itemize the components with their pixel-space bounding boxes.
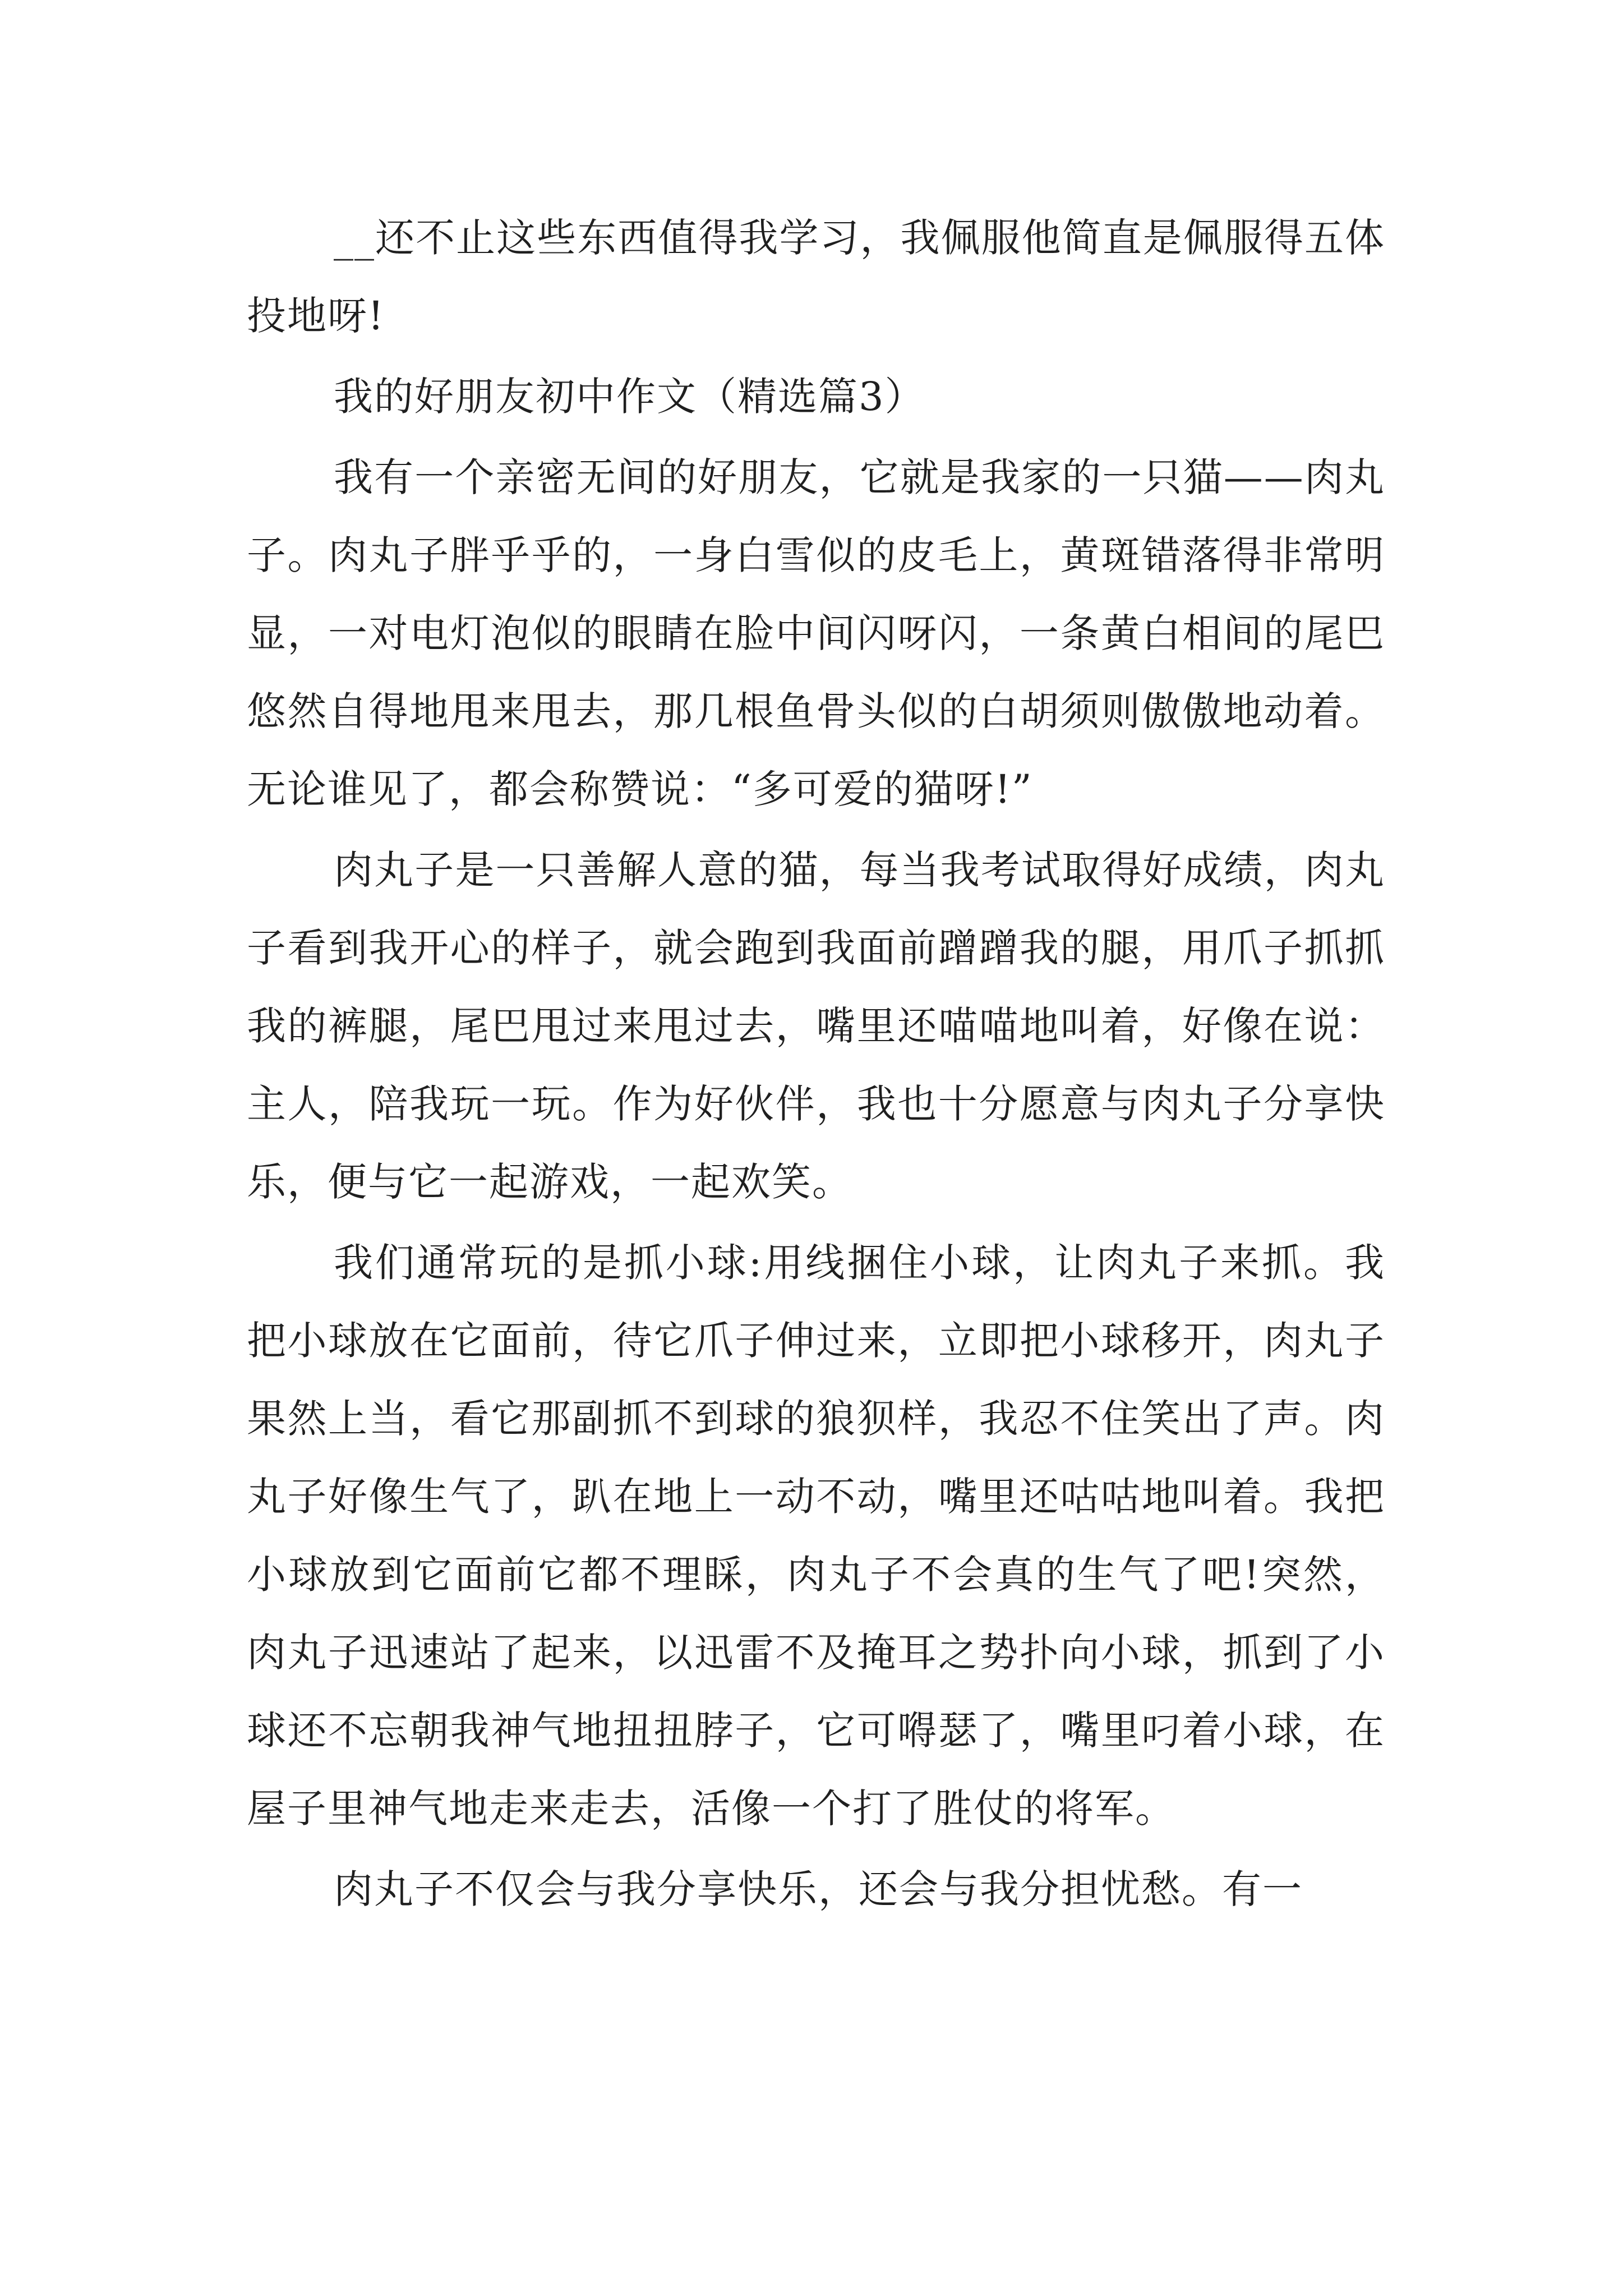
section-title: 我的好朋友初中作文（精选篇3） (334, 374, 925, 420)
paragraph-game: 我们通常玩的是抓小球:用线捆住小球，让肉丸子来抓。我把小球放在它面前，待它爪子伸过来，立即把小球移开，肉丸子果然上当，看它那副抓不到球的狼狈样，我忍不住笑出了声。肉丸子好像生气了，趴在地上一动不动，嘴里还咕咕地叫着。我把小球放到它面前它都不理睬，肉丸子不会真的生气了吧!突然，肉丸子迅速站了起来，以迅雷不及掩耳之势扑向小球，抓到了小球还不忘朝我神气地扭扭脖子，它可嘚瑟了，嘴里叼着小球，在屋子里神气地走来走去，活像一个打了胜仗的将军。 (247, 1240, 1385, 1832)
paragraph-sorrow: 肉丸子不仅会与我分享快乐，还会与我分担忧愁。有一 (334, 1866, 1303, 1912)
paragraph-intro: 我有一个亲密无间的好朋友，它就是我家的一只猫——肉丸子。肉丸子胖乎乎的，一身白雪似的皮毛上，黄斑错落得非常明显，一对电灯泡似的眼睛在脸中间闪呀闪，一条黄白相间的尾巴悠然自得地甩来甩去，那几根鱼骨头似的白胡须则傲傲地动着。无论谁见了，都会称赞说：“多可爱的猫呀!” (247, 454, 1385, 812)
paragraph-continuation: __还不止这些东西值得我学习，我佩服他简直是佩服得五体投地呀! (247, 215, 1385, 339)
paragraph-empathy: 肉丸子是一只善解人意的猫，每当我考试取得好成绩，肉丸子看到我开心的样子，就会跑到我面前蹭蹭我的腿，用爪子抓抓我的裤腿，尾巴甩过来甩过去，嘴里还喵喵地叫着，好像在说：主人，陪我玩一玩。作为好伙伴，我也十分愿意与肉丸子分享快乐，便与它一起游戏，一起欢笑。 (247, 847, 1385, 1205)
document-body (247, 199, 1385, 1931)
